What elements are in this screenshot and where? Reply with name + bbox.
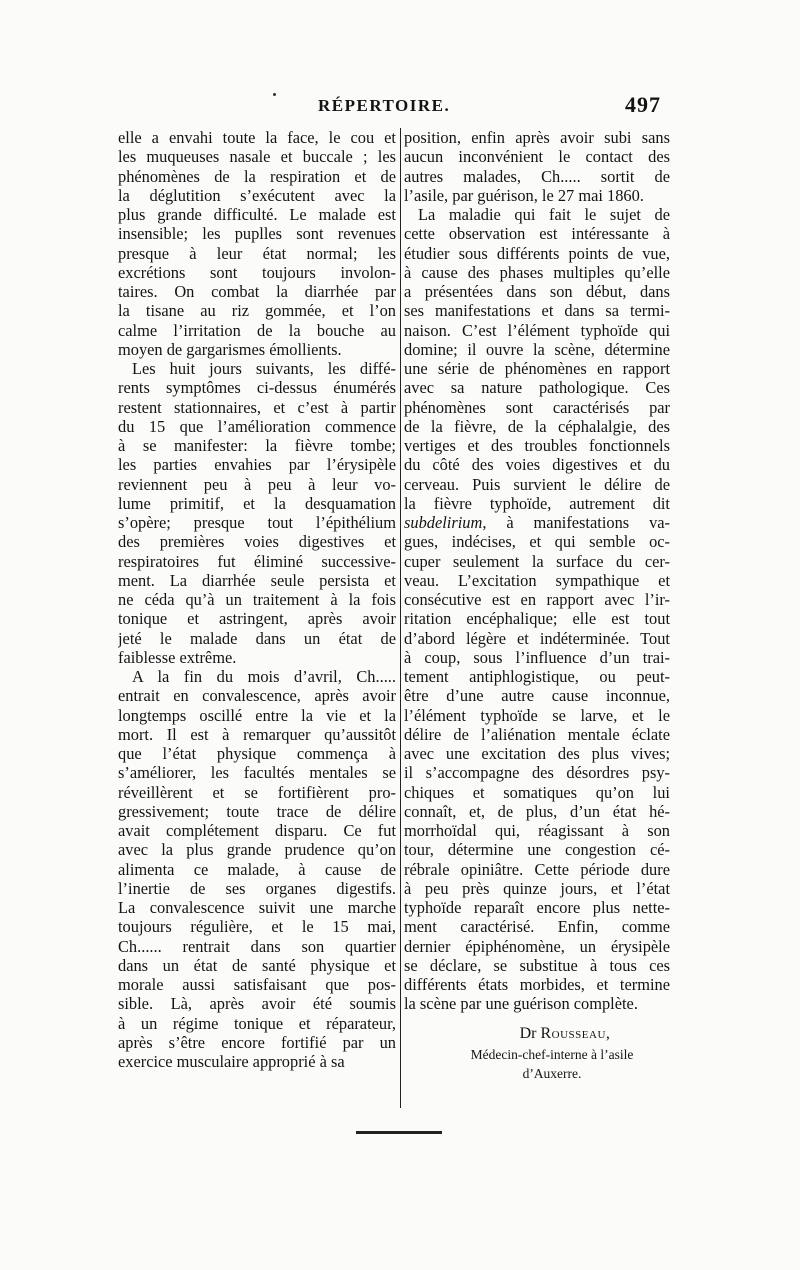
text-line: d’abord légère et indéterminée. Tout bbox=[404, 628, 670, 648]
text-line: à cause des phases multiples qu’elle bbox=[404, 262, 670, 282]
text-line: respiratoires fut éliminé successive- bbox=[118, 551, 396, 571]
text-line: phénomènes de la respiration et de bbox=[118, 166, 396, 186]
text-line: plus grande difficulté. Le malade est bbox=[118, 205, 396, 224]
text-line: exercice musculaire approprié à sa bbox=[118, 1052, 345, 1071]
text-line: sible. Là, après avoir été soumis bbox=[118, 994, 396, 1014]
text-line: phénomènes sont caractérisés par bbox=[404, 397, 670, 417]
text-line: l’asile, par guérison, le 27 mai 1860. bbox=[404, 185, 644, 205]
text-line: morale aussi satisfaisant que pos- bbox=[118, 975, 396, 994]
text-line: dernier épiphénomène, un érysipèle bbox=[404, 936, 670, 956]
text-line: les muqueuses nasale et buccale ; les bbox=[118, 147, 396, 167]
text-line: consécutive est en rapport avec l’ir- bbox=[404, 590, 670, 609]
page-header bbox=[0, 92, 800, 120]
text-line: que l’état physique commença à bbox=[118, 744, 396, 763]
left-column bbox=[118, 128, 396, 1071]
column-divider bbox=[400, 128, 401, 1108]
text-line: La convalescence suivit une marche bbox=[118, 898, 396, 917]
text-line: à coup, sous l’influence d’un trai- bbox=[404, 647, 670, 667]
text-line: avec sa nature pathologique. Ces bbox=[404, 378, 670, 398]
text-line: A la fin du mois d’avril, Ch..... bbox=[132, 667, 396, 686]
text-line: après s’être encore fortifié par un bbox=[118, 1032, 396, 1052]
text-line: toujours régulière, et le 15 mai, bbox=[118, 917, 396, 937]
text-line: tonique et astringent, après avoir bbox=[118, 609, 396, 629]
text-line: morrhoïdal qui, réagissant à son bbox=[404, 821, 670, 840]
text-line: presque à leur état normal; les bbox=[118, 243, 396, 263]
text-line: s’améliorer, les facultés mentales se bbox=[118, 763, 396, 783]
text-line: des premières voies digestives et bbox=[118, 532, 396, 552]
signature-surname: Rousseau, bbox=[540, 1025, 611, 1042]
signature-place: d’Auxerre. bbox=[522, 1066, 582, 1081]
text-line: reviennent peu à peu à leur vo- bbox=[118, 474, 396, 494]
text-line: a présentées dans son début, dans bbox=[404, 282, 670, 301]
text-line: domine; il ouvre la scène, détermine bbox=[404, 339, 670, 359]
text-line: tour, détermine une congestion cé- bbox=[404, 840, 670, 860]
text-line: à un régime tonique et réparateur, bbox=[118, 1013, 396, 1033]
text-line: naison. C’est l’élément typhoïde qui bbox=[404, 320, 670, 340]
text-line: entrait en convalescence, après avoir bbox=[118, 686, 396, 706]
right-column bbox=[404, 128, 670, 1014]
text-line: subdelirium, à manifestations va- bbox=[404, 513, 670, 532]
running-title: RÉPERTOIRE. bbox=[318, 96, 451, 115]
text-line: du 15 que l’amélioration commence bbox=[118, 416, 396, 436]
text-line: avec une excitation des plus vives; bbox=[404, 744, 670, 763]
text-line: les parties envahies par l’érysipèle bbox=[118, 455, 396, 475]
text-line: il s’accompagne des désordres psy- bbox=[404, 763, 670, 783]
text-line: Ch...... rentrait dans son quartier bbox=[118, 936, 396, 956]
text-line: alimenta ce malade, à cause de bbox=[118, 859, 396, 879]
text-line: s’opère; presque tout l’épithélium bbox=[118, 513, 396, 532]
text-line: ment caractérisé. Enfin, comme bbox=[404, 917, 670, 937]
text-line: elle a envahi toute la face, le cou et bbox=[118, 128, 396, 147]
text-line: ment. La diarrhée seule persista et bbox=[118, 570, 396, 590]
text-line: taires. On combat la diarrhée par bbox=[118, 282, 396, 301]
end-rule bbox=[356, 1131, 442, 1134]
text-line: gues, indécises, et qui semble oc- bbox=[404, 532, 670, 552]
text-line: chiques et somatiques qu’on lui bbox=[404, 782, 670, 802]
text-line: Les huit jours suivants, les diffé- bbox=[132, 359, 396, 378]
text-line: l’élément typhoïde se larve, et le bbox=[404, 705, 670, 725]
text-line: rents symptômes ci-dessus énumérés bbox=[118, 378, 396, 398]
text-line: aucun inconvénient le contact des bbox=[404, 147, 670, 167]
text-line: vertiges et des troubles fonctionnels bbox=[404, 436, 670, 455]
text-line: tement antiphlogistique, ou peut- bbox=[404, 667, 670, 686]
text-line: à se manifester: la fièvre tombe; bbox=[118, 436, 396, 455]
text-line: autres malades, Ch..... sortit de bbox=[404, 166, 670, 186]
text-line: calme l’irritation de la bouche au bbox=[118, 320, 396, 340]
text-line: cuper seulement la surface du cer- bbox=[404, 551, 670, 571]
text-line: avait complétement disparu. Ce fut bbox=[118, 821, 396, 840]
text-line: la déglutition s’exécutent avec la bbox=[118, 185, 396, 205]
text-line: moyen de gargarismes émollients. bbox=[118, 339, 342, 359]
text-line: cerveau. Puis survient le délire de bbox=[404, 474, 670, 494]
text-line: réveillèrent et se fortifièrent pro- bbox=[118, 782, 396, 802]
signature-title: Médecin-chef-interne à l’asile bbox=[470, 1047, 634, 1062]
text-line: à peu près quinze jours, et l’état bbox=[404, 878, 670, 898]
text-line: être d’une autre cause inconnue, bbox=[404, 686, 670, 706]
text-line: du côté des voies digestives et du bbox=[404, 455, 670, 475]
text-line: ritation encéphalique; elle est tout bbox=[404, 609, 670, 629]
text-line: de la fièvre, de la céphalalgie, des bbox=[404, 416, 670, 436]
text-line: jeté le malade dans un état de bbox=[118, 628, 396, 648]
text-line: une série de phénomènes en rapport bbox=[404, 359, 670, 378]
text-line: l’inertie de ses organes digestifs. bbox=[118, 878, 396, 898]
text-line: gressivement; toute trace de délire bbox=[118, 801, 396, 821]
text-line: différents états morbides, et termine bbox=[404, 975, 670, 994]
text-line: restent stationnaires, et c’est à partir bbox=[118, 397, 396, 417]
text-line: La maladie qui fait le sujet de bbox=[418, 205, 670, 224]
signature-name bbox=[404, 1025, 670, 1043]
text-line: étudier sous différents points de vue, bbox=[404, 243, 670, 263]
text-line: longtemps oscillé entre la vie et la bbox=[118, 705, 396, 725]
text-line: la tisane au riz gommée, et l’on bbox=[118, 301, 396, 321]
text-line: insensible; les puplles sont revenues bbox=[118, 224, 396, 244]
text-line: rébrale opiniâtre. Cette période dure bbox=[404, 859, 670, 879]
page-number: 497 bbox=[625, 92, 661, 117]
text-line: délire de l’aliénation mentale éclate bbox=[404, 724, 670, 744]
text-line: la scène par une guérison complète. bbox=[404, 994, 638, 1014]
text-line: connaît, et, de plus, d’un état hé- bbox=[404, 801, 670, 821]
text-line: excrétions sont toujours involon- bbox=[118, 262, 396, 282]
text-line: la fièvre typhoïde, autrement dit bbox=[404, 493, 670, 513]
text-line: avec la plus grande prudence qu’on bbox=[118, 840, 396, 860]
text-line: ne céda qu’à un traitement à la fois bbox=[118, 590, 396, 609]
text-line: typhoïde reparaît encore plus nette- bbox=[404, 898, 670, 917]
text-line: mort. Il est à remarquer qu’aussitôt bbox=[118, 724, 396, 744]
text-line: ses manifestations et dans sa termi- bbox=[404, 301, 670, 321]
text-line: dans un état de santé physique et bbox=[118, 955, 396, 975]
text-line: cette observation est intéressante à bbox=[404, 224, 670, 244]
text-line: position, enfin après avoir subi sans bbox=[404, 128, 670, 147]
text-line: veau. L’excitation sympathique et bbox=[404, 570, 670, 590]
text-line: se déclare, se substitue à tous ces bbox=[404, 955, 670, 975]
signature-prefix: Dr bbox=[519, 1025, 537, 1042]
text-line: lume primitif, et la desquamation bbox=[118, 493, 396, 513]
text-line: faiblesse extrême. bbox=[118, 647, 237, 667]
